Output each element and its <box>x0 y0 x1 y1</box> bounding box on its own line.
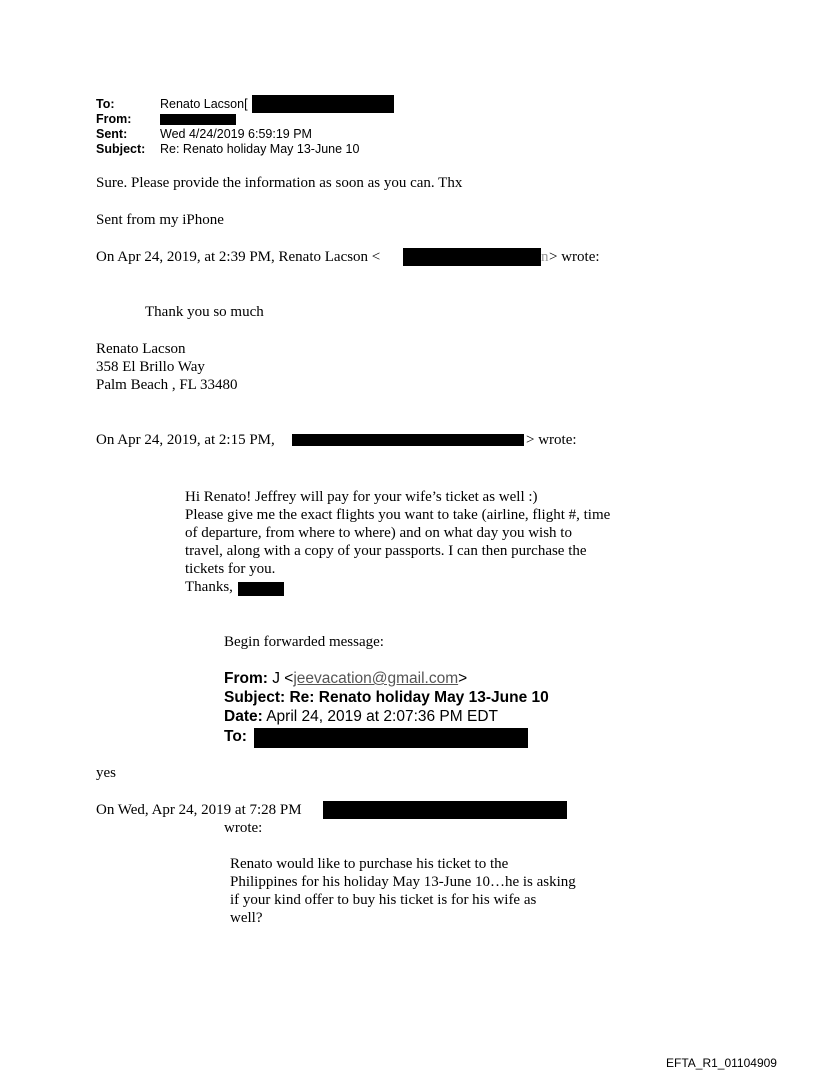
forwarded-to-label: To: <box>224 728 247 745</box>
redaction-block <box>238 582 284 596</box>
header-sent-label: Sent: <box>96 127 128 141</box>
header-subject-value: Re: Renato holiday May 13-June 10 <box>160 142 360 156</box>
header-from-label: From: <box>96 112 132 126</box>
reply2-line: Renato would like to purchase his ticket to the <box>230 856 509 872</box>
quote2-thanks: Thanks, <box>185 579 233 595</box>
quote1-attribution-end: > wrote: <box>549 249 600 265</box>
forwarded-from <box>224 669 467 688</box>
reply2-attribution: On Wed, Apr 24, 2019 at 7:28 PM <box>96 802 302 818</box>
header-subject-label: Subject: <box>96 142 146 156</box>
quote2-line: Hi Renato! Jeffrey will pay for your wife’s ticket as well :) <box>185 489 538 505</box>
redaction-block <box>252 95 394 113</box>
document-id: EFTA_R1_01104909 <box>666 1056 777 1070</box>
forwarded-subject <box>224 688 549 707</box>
reply2-text: yes <box>96 765 116 781</box>
redaction-block <box>323 801 567 819</box>
quote2-attribution-end: > wrote: <box>526 432 577 448</box>
forwarded-to <box>224 727 247 746</box>
signature-address-line1: 358 El Brillo Way <box>96 359 205 375</box>
redaction-block <box>160 114 236 125</box>
forwarded-subject-label: Subject: <box>224 689 286 706</box>
quote2-line: Please give me the exact flights you want to take (airline, flight #, time <box>185 507 611 523</box>
quote1-attribution: On Apr 24, 2019, at 2:39 PM, Renato Lacson < <box>96 249 381 265</box>
forwarded-date-value: April 24, 2019 at 2:07:36 PM EDT <box>266 708 498 725</box>
reply-signature: Sent from my iPhone <box>96 212 224 228</box>
quote2-line: tickets for you. <box>185 561 276 577</box>
reply2-line: if your kind offer to buy his ticket is for his wife as <box>230 892 537 908</box>
forwarded-from-label: From: <box>224 670 268 687</box>
quote2-attribution: On Apr 24, 2019, at 2:15 PM, <box>96 432 275 448</box>
forwarded-date <box>224 707 498 726</box>
redaction-block <box>254 728 528 748</box>
forwarded-from-close: > <box>458 670 468 687</box>
signature-name: Renato Lacson <box>96 341 186 357</box>
quote2-line: travel, along with a copy of your passports. I can then purchase the <box>185 543 587 559</box>
quote2-line: of departure, from where to where) and on what day you wish to <box>185 525 572 541</box>
signature-address-line2: Palm Beach , FL 33480 <box>96 377 238 393</box>
reply-text: Sure. Please provide the information as soon as you can. Thx <box>96 175 463 191</box>
forwarded-subject-value: Re: Renato holiday May 13-June 10 <box>289 689 549 706</box>
reply2-line: Philippines for his holiday May 13-June 10…he is asking <box>230 874 576 890</box>
forwarded-intro: Begin forwarded message: <box>224 634 384 650</box>
header-to-label: To: <box>96 97 115 111</box>
quote1-attribution-tail: n <box>541 249 549 265</box>
quote1-message: Thank you so much <box>145 304 264 320</box>
header-sent-value: Wed 4/24/2019 6:59:19 PM <box>160 127 312 141</box>
reply2-line: well? <box>230 910 263 926</box>
forwarded-date-label: Date: <box>224 708 263 725</box>
redaction-block <box>403 248 541 266</box>
redaction-block <box>292 434 524 446</box>
forwarded-from-email-link[interactable]: jeevacation@gmail.com <box>293 670 459 687</box>
header-to-value: Renato Lacson[ <box>160 97 248 111</box>
forwarded-from-name: J < <box>272 670 294 687</box>
reply2-attribution-end: wrote: <box>224 820 263 836</box>
